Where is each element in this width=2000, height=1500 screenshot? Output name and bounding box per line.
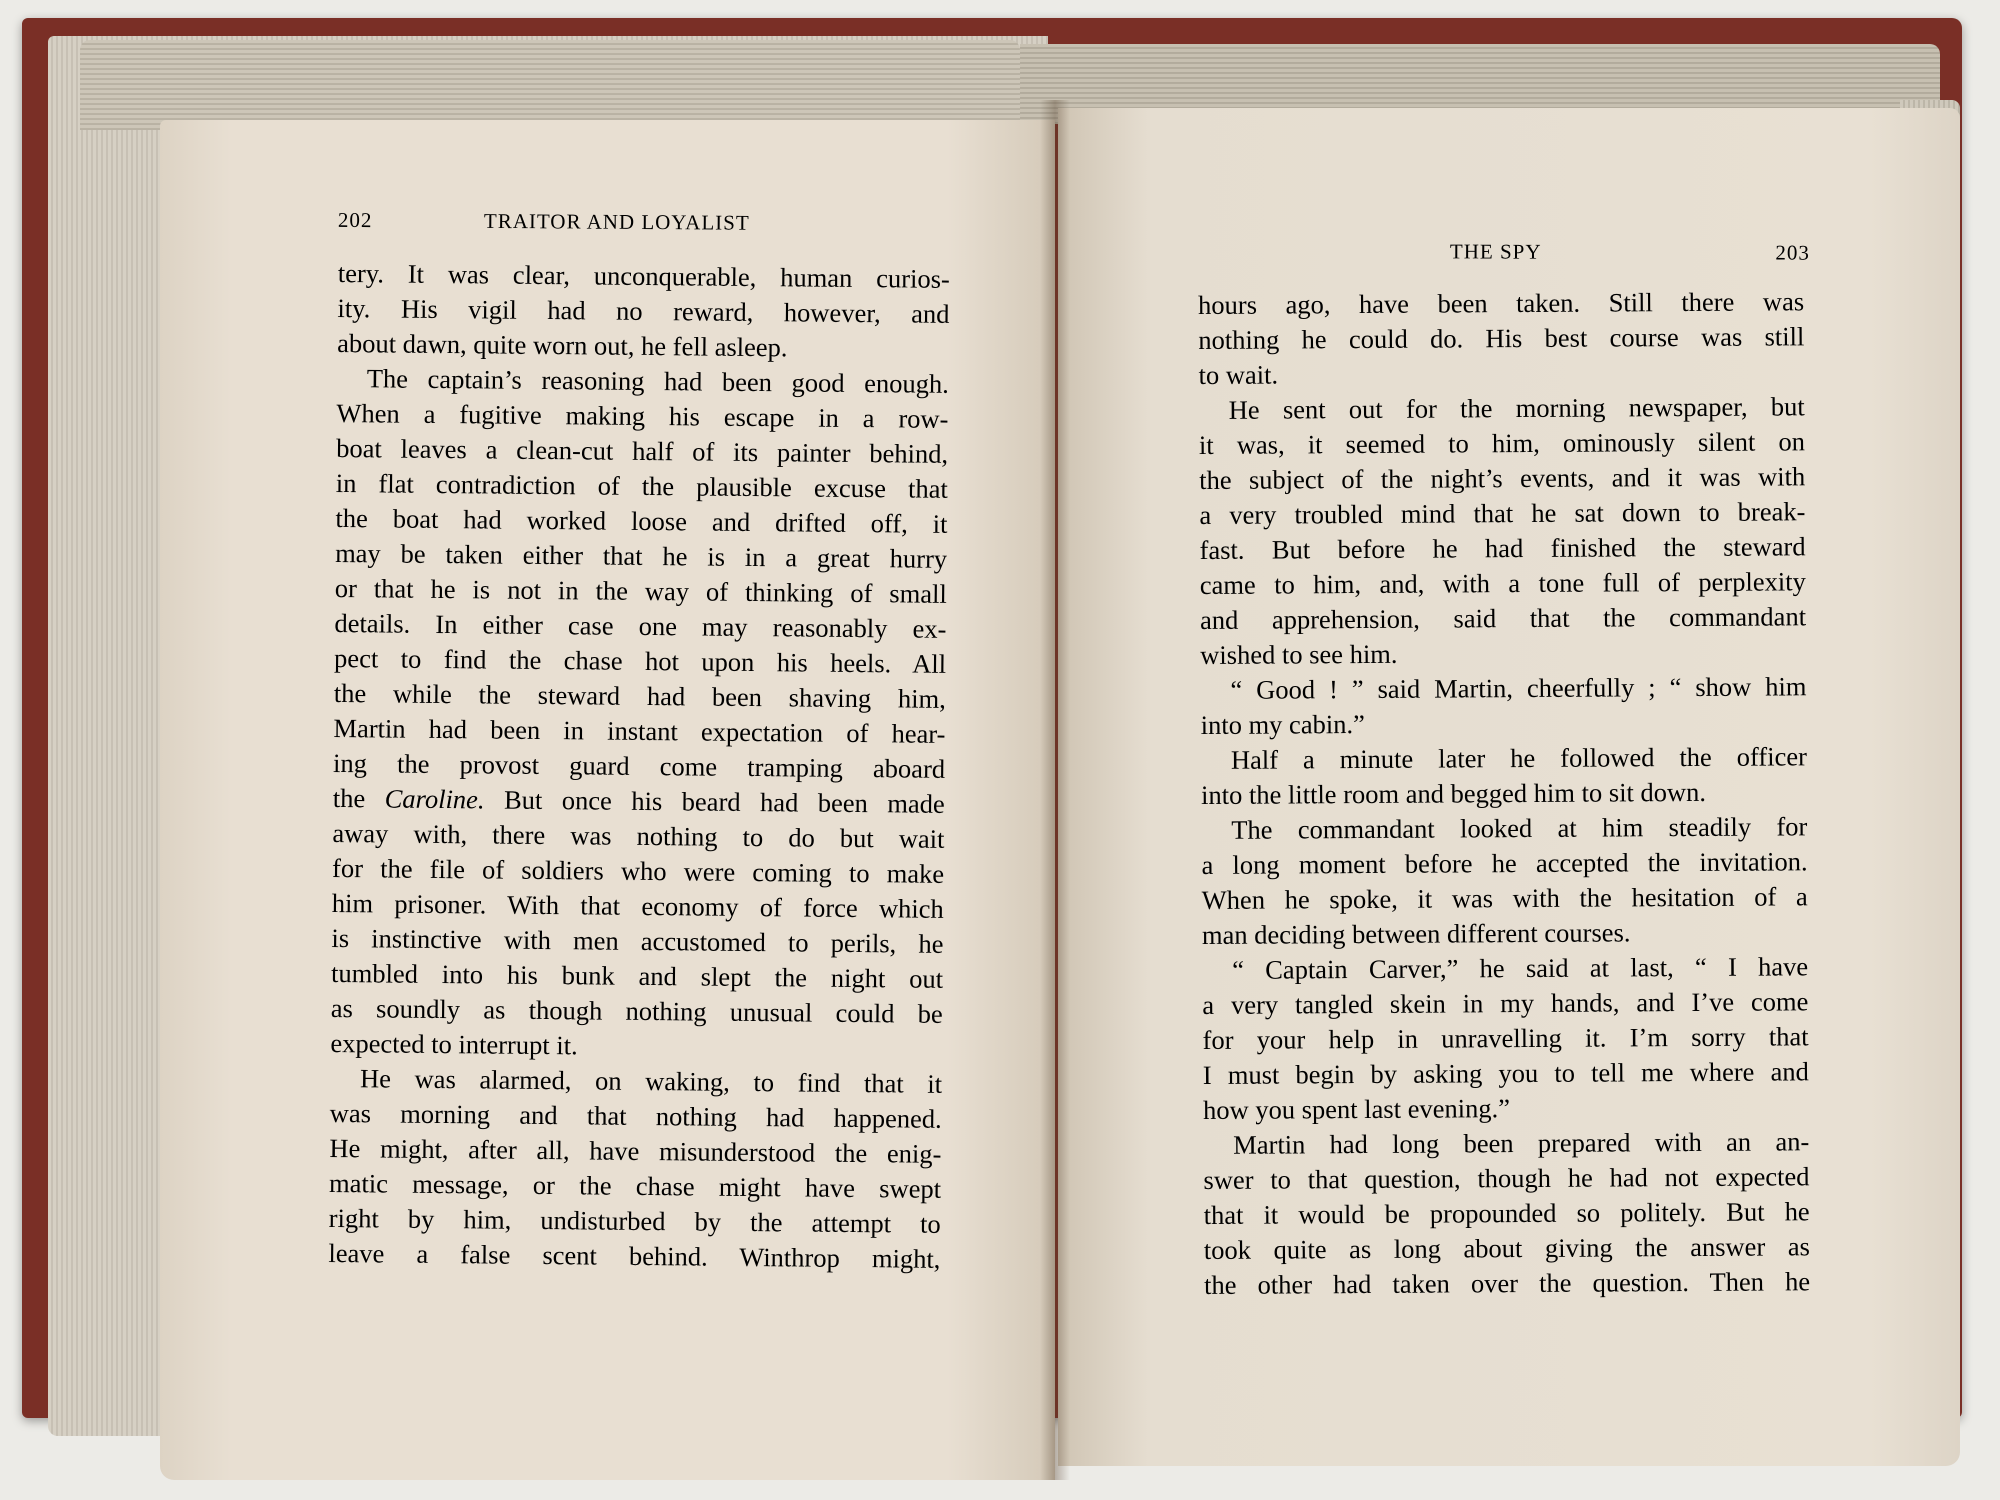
text-run: into my cabin.” [1200, 708, 1365, 740]
text-run: nothing he could do. His best course was still [1198, 321, 1805, 355]
text-line [1203, 1124, 1809, 1163]
text-line [337, 326, 949, 367]
text-run: Martin had long been prepared with an an- [1233, 1126, 1810, 1160]
text-run: as soundly as though nothing unusual could be [330, 992, 943, 1029]
text-run: “ Good ! ” said Martin, cheerfully ; “ show him [1230, 671, 1807, 705]
text-run: away with, there was nothing to do but wait [332, 817, 945, 854]
text-line [336, 466, 948, 507]
text-run: I must begin by asking you to tell me where and [1202, 1056, 1809, 1090]
text-run: When a fugitive making his escape in a row- [336, 397, 949, 434]
text-line [1198, 284, 1804, 323]
text-run: him prisoner. With that economy of force which [331, 887, 944, 924]
text-run: the subject of the night’s events, and it was with [1199, 461, 1806, 495]
text-line [330, 1096, 942, 1137]
text-line [331, 991, 943, 1032]
text-line [1198, 354, 1804, 393]
text-run: The captain’s reasoning had been good enough. [366, 363, 949, 399]
text-line [337, 291, 949, 332]
text-run: a long moment before he accepted the invitation. [1201, 846, 1808, 880]
text-line [1199, 459, 1805, 498]
text-line [330, 1026, 942, 1067]
text-run: ing the provost guard come tramping aboard [332, 747, 946, 784]
text-run: tumbled into his bunk and slept the night out [330, 957, 944, 994]
text-run: ity. His vigil had no reward, however, and [337, 292, 950, 329]
text-run: expected to interrupt it. [330, 1027, 578, 1061]
book-gutter [1040, 100, 1070, 1480]
text-run: the [332, 782, 385, 814]
text-run: how you spent last evening.” [1202, 1093, 1511, 1125]
text-line [336, 431, 948, 472]
text-run: is instinctive with men accustomed to perils, he [331, 922, 944, 959]
text-run: swer to that question, though he had not expected [1203, 1161, 1810, 1195]
text-run: The commandant looked at him steadily for [1231, 811, 1808, 845]
text-line [1199, 529, 1805, 568]
text-line [333, 781, 945, 822]
text-line [1202, 984, 1808, 1023]
text-line [1201, 739, 1807, 778]
text-run: man deciding between different courses. [1201, 917, 1631, 950]
text-line [1201, 774, 1807, 813]
text-run: fast. But before he had finished the steward [1199, 531, 1806, 565]
right-page-number: 203 [1775, 240, 1810, 265]
left-running-head: TRAITOR AND LOYALIST [483, 208, 750, 235]
text-line [1201, 809, 1807, 848]
text-line [332, 816, 944, 857]
text-run: for the file of soldiers who were coming to make [331, 852, 945, 889]
text-line [335, 571, 947, 612]
text-line [1202, 879, 1808, 918]
text-line [1199, 389, 1805, 428]
text-run: the other had taken over the question. Then he [1203, 1266, 1811, 1300]
text-line [1198, 319, 1804, 358]
text-run: to wait. [1198, 359, 1279, 390]
text-line [1201, 844, 1807, 883]
text-run: the boat had worked loose and drifted off, it [335, 502, 948, 539]
text-run: “ Captain Carver,” he said at last, “ I have [1232, 951, 1809, 985]
right-running-head: THE SPY [1449, 239, 1542, 264]
text-run: in flat contradiction of the plausible excuse that [335, 467, 948, 504]
text-run: was morning and that nothing had happened. [329, 1097, 942, 1134]
text-line [1199, 424, 1805, 463]
text-run: the while the steward had been shaving him, [333, 677, 946, 714]
text-run: for your help in unravelling it. I’m sorry that [1202, 1021, 1809, 1055]
text-run: Half a minute later he followed the officer [1230, 741, 1807, 775]
text-line [1202, 1019, 1808, 1058]
text-line [332, 886, 944, 927]
text-run: leave a false scent behind. Winthrop might, [328, 1237, 941, 1274]
text-run: took quite as long about giving the answer as [1203, 1231, 1810, 1265]
text-line [1204, 1264, 1810, 1303]
text-run: hours ago, have been taken. Still there was [1198, 286, 1805, 320]
italic-text: Caroline. [384, 783, 485, 815]
text-run: right by him, undisturbed by the attempt to [328, 1202, 941, 1239]
text-line [334, 641, 946, 682]
text-line [1199, 494, 1805, 533]
text-line [1202, 949, 1808, 988]
text-run: may be taken either that he is in a great hurry [335, 537, 948, 574]
text-line [328, 1236, 940, 1277]
text-line [1200, 669, 1806, 708]
text-line [329, 1166, 941, 1207]
text-line [1203, 1159, 1809, 1198]
text-line [333, 746, 945, 787]
left-page-number: 202 [337, 207, 373, 233]
text-line [335, 536, 947, 577]
text-run: a very tangled skein in my hands, and I’ve come [1202, 986, 1809, 1020]
text-run: matic message, or the chase might have swept [328, 1167, 942, 1204]
text-line [336, 396, 948, 437]
text-run: it was, it seemed to him, ominously silent on [1198, 426, 1806, 460]
text-run: tery. It was clear, unconquerable, human curios- [337, 257, 950, 294]
text-line [329, 1201, 941, 1242]
right-page-body [1198, 284, 1810, 1303]
text-line [1204, 1194, 1810, 1233]
text-line [1203, 1089, 1809, 1128]
text-run: pect to find the chase hot upon his heels. All [333, 642, 947, 679]
text-run: that it would be propounded so politely. But he [1203, 1196, 1810, 1230]
text-line [1204, 1229, 1810, 1268]
text-line [334, 606, 946, 647]
text-run: into the little room and begged him to sit down. [1201, 776, 1707, 810]
text-run: Martin had been in instant expectation of hear- [333, 712, 946, 749]
text-run: He sent out for the morning newspaper, but [1228, 391, 1805, 425]
text-run: came to him, and, with a tone full of perplexity [1199, 566, 1806, 600]
left-page-top-edges [80, 40, 1020, 130]
left-page-body [328, 256, 950, 1277]
text-line [334, 676, 946, 717]
text-line [331, 921, 943, 962]
text-run: boat leaves a clean-cut half of its painter behind, [336, 432, 949, 469]
text-run: or that he is not in the way of thinking of small [334, 572, 947, 609]
text-line [1200, 599, 1806, 638]
text-line [1203, 1054, 1809, 1093]
text-run: about dawn, quite worn out, he fell asleep. [337, 327, 788, 363]
text-line [1201, 704, 1807, 743]
text-line [335, 501, 947, 542]
text-run: When he spoke, it was with the hesitation of a [1201, 881, 1808, 915]
text-line [1200, 634, 1806, 673]
text-run: He might, after all, have misunderstood the enig- [329, 1132, 942, 1169]
text-run: details. In either case one may reasonably ex- [334, 607, 947, 644]
text-line [330, 1061, 942, 1102]
text-line [333, 711, 945, 752]
text-run: But once his beard had been made [484, 784, 945, 819]
text-line [337, 361, 949, 402]
text-run: wished to see him. [1200, 638, 1398, 670]
text-line [331, 956, 943, 997]
text-line [329, 1131, 941, 1172]
text-run: He was alarmed, on waking, to find that it [359, 1063, 943, 1099]
text-run: a very troubled mind that he sat down to break- [1199, 496, 1806, 530]
text-line [1202, 914, 1808, 953]
text-line [338, 256, 950, 297]
text-line [332, 851, 944, 892]
text-line [1200, 564, 1806, 603]
text-run: and apprehension, said that the commandant [1199, 601, 1807, 635]
